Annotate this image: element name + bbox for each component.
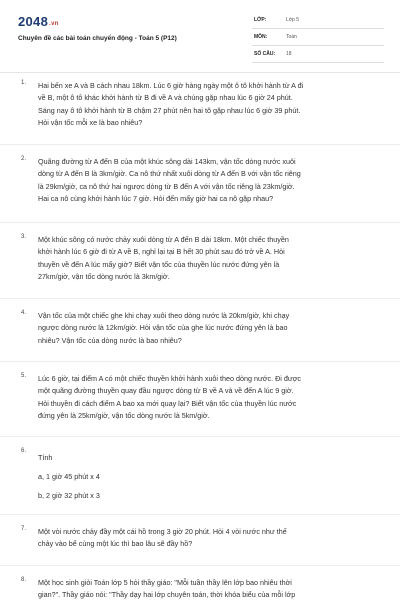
question-line: khởi hành lúc 6 giờ đi từ A về B, nghỉ lại tại B hết 30 phút sau đó trở về A. Hỏi <box>38 247 285 257</box>
question-separator <box>0 222 400 223</box>
logo-text: 2048 <box>18 14 49 29</box>
question-number: 3. <box>21 234 27 240</box>
question-number: 2. <box>21 156 27 162</box>
meta-value: Lớp 5 <box>284 12 384 29</box>
question-separator <box>0 436 400 437</box>
question-text <box>38 373 382 422</box>
question-text <box>38 80 382 129</box>
question-line: Một học sinh giỏi Toán lớp 5 hỏi thầy giáo: "Mỗi tuần thầy lên lớp bao nhiêu thời <box>38 578 292 587</box>
question-number: 8. <box>21 577 27 583</box>
question-separator <box>0 144 400 145</box>
question-text <box>38 234 382 283</box>
logo-suffix: .vn <box>49 21 59 27</box>
question-line: Tính <box>38 453 53 462</box>
question-line: thuyền về đến A lúc mấy giờ? Biết vận tốc của thuyền lúc nước đứng yên là <box>38 259 280 269</box>
question-text <box>38 448 382 505</box>
meta-label: MÔN: <box>252 29 284 46</box>
question-line: Một khúc sông có nước chảy xuôi dòng từ A đến B dài 18km. Một chiếc thuyền <box>38 235 289 244</box>
question-text <box>38 577 382 602</box>
question-line: Hai bến xe A và B cách nhau 18km. Lúc 6 giờ hàng ngày một ô tô khởi hành từ A đi <box>38 81 304 90</box>
question-line: là 29km/giờ, ca nô thứ hai ngược dòng từ B đến A với vận tốc riêng là 23km/giờ. <box>38 181 295 191</box>
question-separator <box>0 514 400 515</box>
question-number: 1. <box>21 80 27 86</box>
question-line: Một vòi nước chảy đầy một cái hồ trong 3 giờ 20 phút. Hỏi 4 vòi nước như thế <box>38 527 287 536</box>
question-separator <box>0 361 400 362</box>
meta-label: LỚP: <box>252 12 284 29</box>
question-text <box>38 156 382 205</box>
question-text <box>38 310 382 347</box>
meta-label: SỐ CÂU: <box>252 46 284 63</box>
question-separator <box>0 565 400 566</box>
question-number: 4. <box>21 310 27 316</box>
question-number: 7. <box>21 526 27 532</box>
question-line: Vận tốc của một chiếc ghe khi chạy xuôi theo dòng nước là 20km/giờ, khi chạy <box>38 311 290 320</box>
question-line: gian?". Thầy giáo nói: "Thầy dạy hai lớp chuyên toán, thời khóa biểu của mỗi lớp <box>38 590 296 600</box>
question-separator <box>0 298 400 299</box>
question-line: Hỏi thuyền đi cách điểm A bao xa mới quay lại? Biết vận tốc của thuyền lúc nước <box>38 398 297 408</box>
header-divider <box>0 72 400 73</box>
question-line: dòng từ A đến B là 3km/giờ. Ca nô thứ nhất xuôi dòng từ A đến B với vận tốc riêng <box>38 169 301 179</box>
meta-row-class <box>252 12 384 29</box>
question-line: chảy vào bể cùng một lúc thì bao lâu sẽ đầy hồ? <box>38 539 193 549</box>
question-line: Quãng đường từ A đến B của một khúc sông dài 143km, vận tốc dòng nước xuôi <box>38 157 296 166</box>
document-title: Chuyên đề các bài toán chuyển động - Toán 5 (P12) <box>18 35 177 42</box>
question-line: 27km/giờ, vận tốc dòng nước là 3km/giờ. <box>38 271 170 281</box>
question-line: a, 1 giờ 45 phút x 4 <box>38 472 100 481</box>
meta-row-count <box>252 46 384 63</box>
question-number: 5. <box>21 373 27 379</box>
question-number: 6. <box>21 448 27 454</box>
question-line: ngược dòng nước là 12km/giờ. Hỏi vận tốc của ghe lúc nước đứng yên là bao <box>38 323 288 333</box>
question-line: Lúc 6 giờ, tại điểm A có một chiếc thuyền khởi hành xuôi theo dòng nước. Đi được <box>38 374 302 383</box>
question-line: nhiêu? Vận tốc của dòng nước là bao nhiêu? <box>38 335 182 345</box>
question-line: Sáng nay ô tô khởi hành từ B chậm 27 phút nên hai tô gặp nhau lúc 6 giờ 39 phút. <box>38 105 301 115</box>
document-meta-table <box>252 12 384 63</box>
question-text <box>38 526 382 551</box>
question-line: Hai ca nô cùng khởi hành lúc 7 giờ. Hỏi đến mấy giờ hai ca nô gặp nhau? <box>38 193 274 203</box>
question-line: về B, một ô tô khác khởi hành từ B đi về A và chúng gặp nhau lúc 6 giờ 24 phút. <box>38 93 293 103</box>
meta-value: 18 <box>284 46 384 63</box>
meta-row-subject <box>252 29 384 46</box>
question-line: b, 2 giờ 32 phút x 3 <box>38 491 100 500</box>
meta-value: Toán <box>284 29 384 46</box>
question-line: đứng yên là 25km/giờ, vận tốc dòng nước là 5km/giờ. <box>38 410 210 420</box>
question-line: một quãng đường thuyền quay đầu ngược dòng từ B về A và về đến A lúc 9 giờ. <box>38 386 294 396</box>
site-logo[interactable] <box>18 14 59 29</box>
question-line: Hỏi vận tốc mỗi xe là bao nhiêu? <box>38 117 143 127</box>
document-header <box>0 0 400 72</box>
